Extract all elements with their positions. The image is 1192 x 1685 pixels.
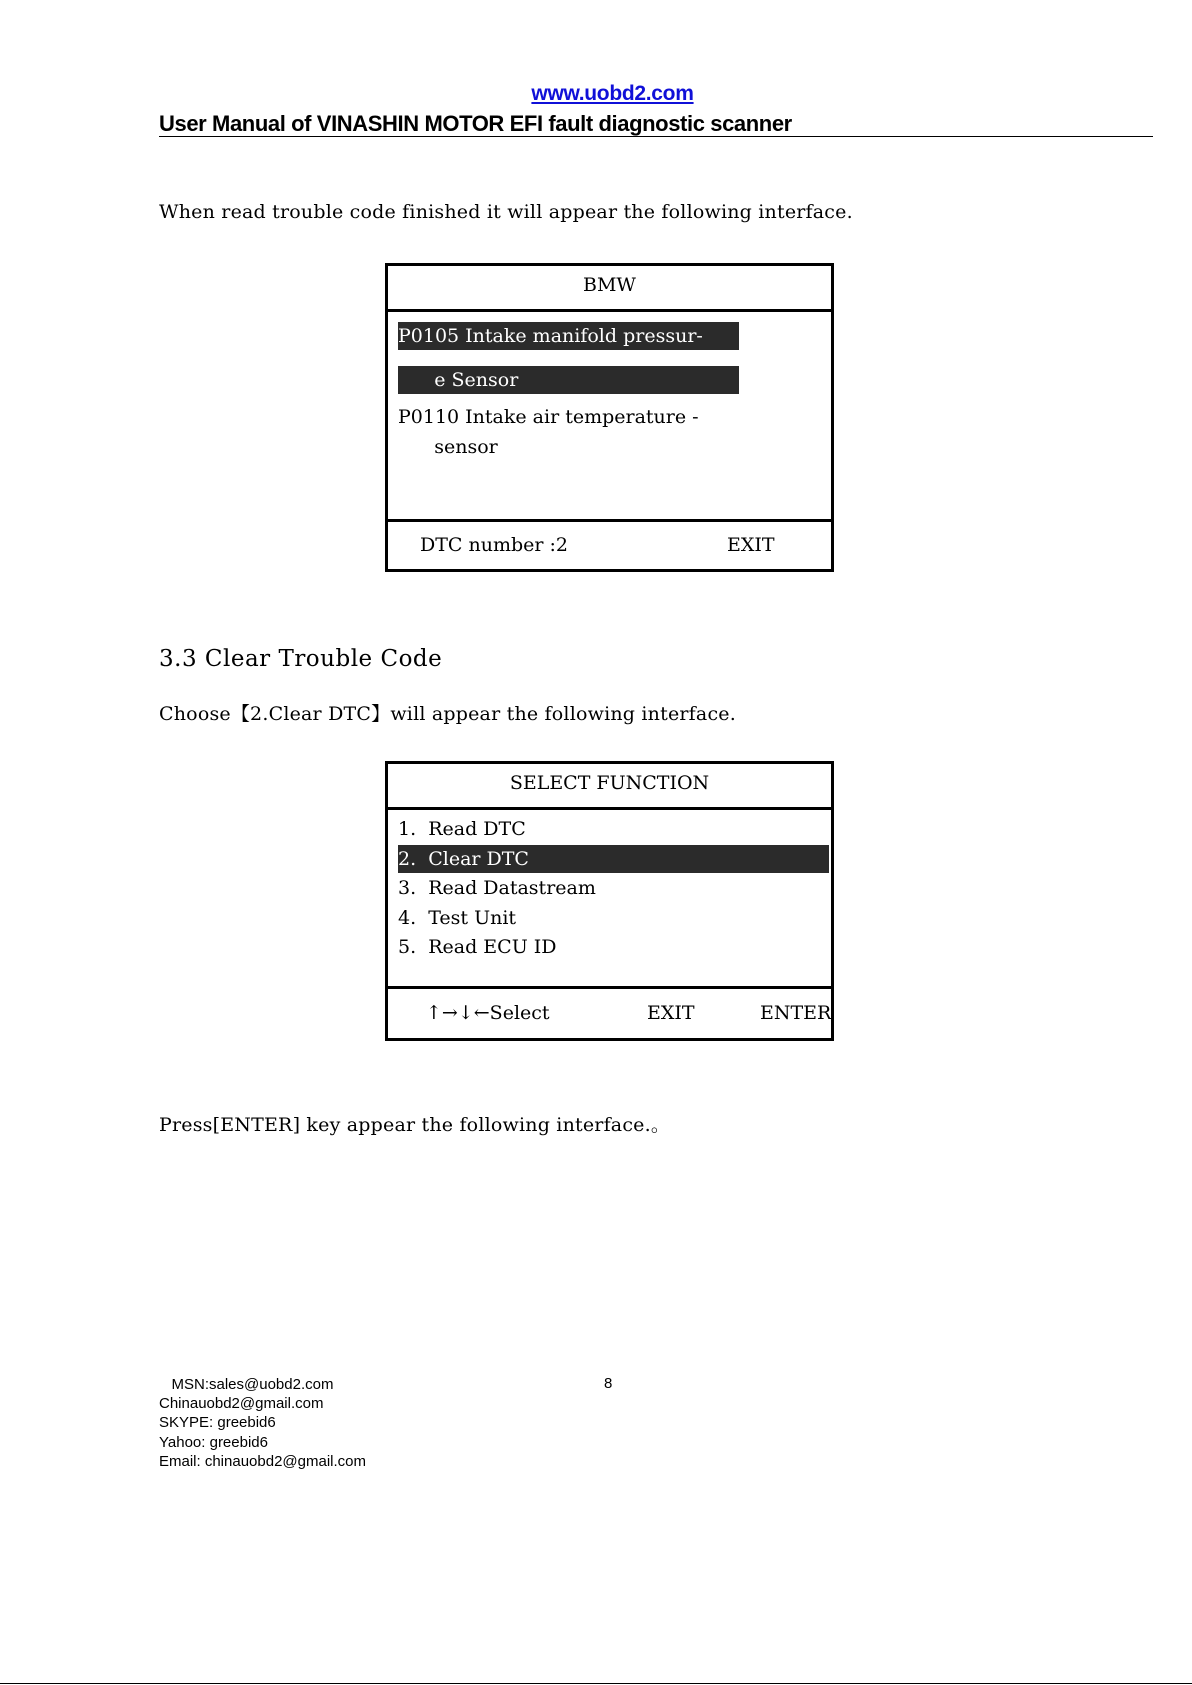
menu-item-read-ecu-id[interactable]: 5. Read ECU ID [398, 936, 557, 958]
screen-footer [388, 986, 831, 1038]
menu-item-clear-dtc-selected[interactable]: 2. Clear DTC [398, 845, 829, 873]
menu-item-test-unit[interactable]: 4. Test Unit [398, 907, 517, 929]
screen-title: SELECT FUNCTION [388, 764, 831, 810]
dtc-result-screen [385, 263, 834, 572]
contact-msn: MSN:sales@uobd2.com [159, 1376, 334, 1393]
page-number: 8 [604, 1375, 613, 1392]
dtc-row-continued: sensor [398, 436, 498, 458]
contact-skype: SKYPE: greebid6 [159, 1414, 276, 1432]
contact-yahoo: Yahoo: greebid6 [159, 1433, 268, 1451]
arrow-select-hint: ↑→↓←Select [426, 1002, 550, 1024]
menu-item-read-datastream[interactable]: 3. Read Datastream [398, 877, 596, 899]
header-divider [159, 136, 1153, 137]
section-paragraph: Choose【2.Clear DTC】will appear the following interface. [159, 703, 736, 725]
press-enter-paragraph: Press[ENTER] key appear the following interface.。 [159, 1114, 671, 1136]
contact-gmail: Chinauobd2@gmail.com [159, 1395, 324, 1413]
contact-email: Email: chinauobd2@gmail.com [159, 1452, 366, 1470]
section-heading: 3.3 Clear Trouble Code [159, 646, 443, 672]
menu-item-read-dtc[interactable]: 1. Read DTC [398, 818, 526, 840]
dtc-row-highlighted-continued[interactable]: e Sensor [398, 366, 739, 394]
page-bottom-divider [0, 1683, 1192, 1684]
document-title: User Manual of VINASHIN MOTOR EFI fault diagnostic scanner [159, 111, 792, 136]
dtc-row-highlighted[interactable]: P0105 Intake manifold pressur- [398, 322, 739, 350]
dtc-count-label: DTC number :2 [420, 534, 568, 556]
intro-paragraph: When read trouble code finished it will appear the following interface. [159, 201, 853, 223]
exit-button[interactable]: EXIT [727, 534, 775, 556]
select-function-screen [385, 761, 834, 1041]
screen-footer [388, 519, 831, 569]
enter-button[interactable]: ENTER [760, 1002, 832, 1024]
footer-contacts [159, 1375, 366, 1471]
dtc-row[interactable]: P0110 Intake air temperature - [398, 406, 699, 428]
exit-button[interactable]: EXIT [647, 1002, 695, 1024]
screen-title: BMW [388, 266, 831, 312]
site-url-link[interactable]: www.uobd2.com [531, 82, 694, 105]
